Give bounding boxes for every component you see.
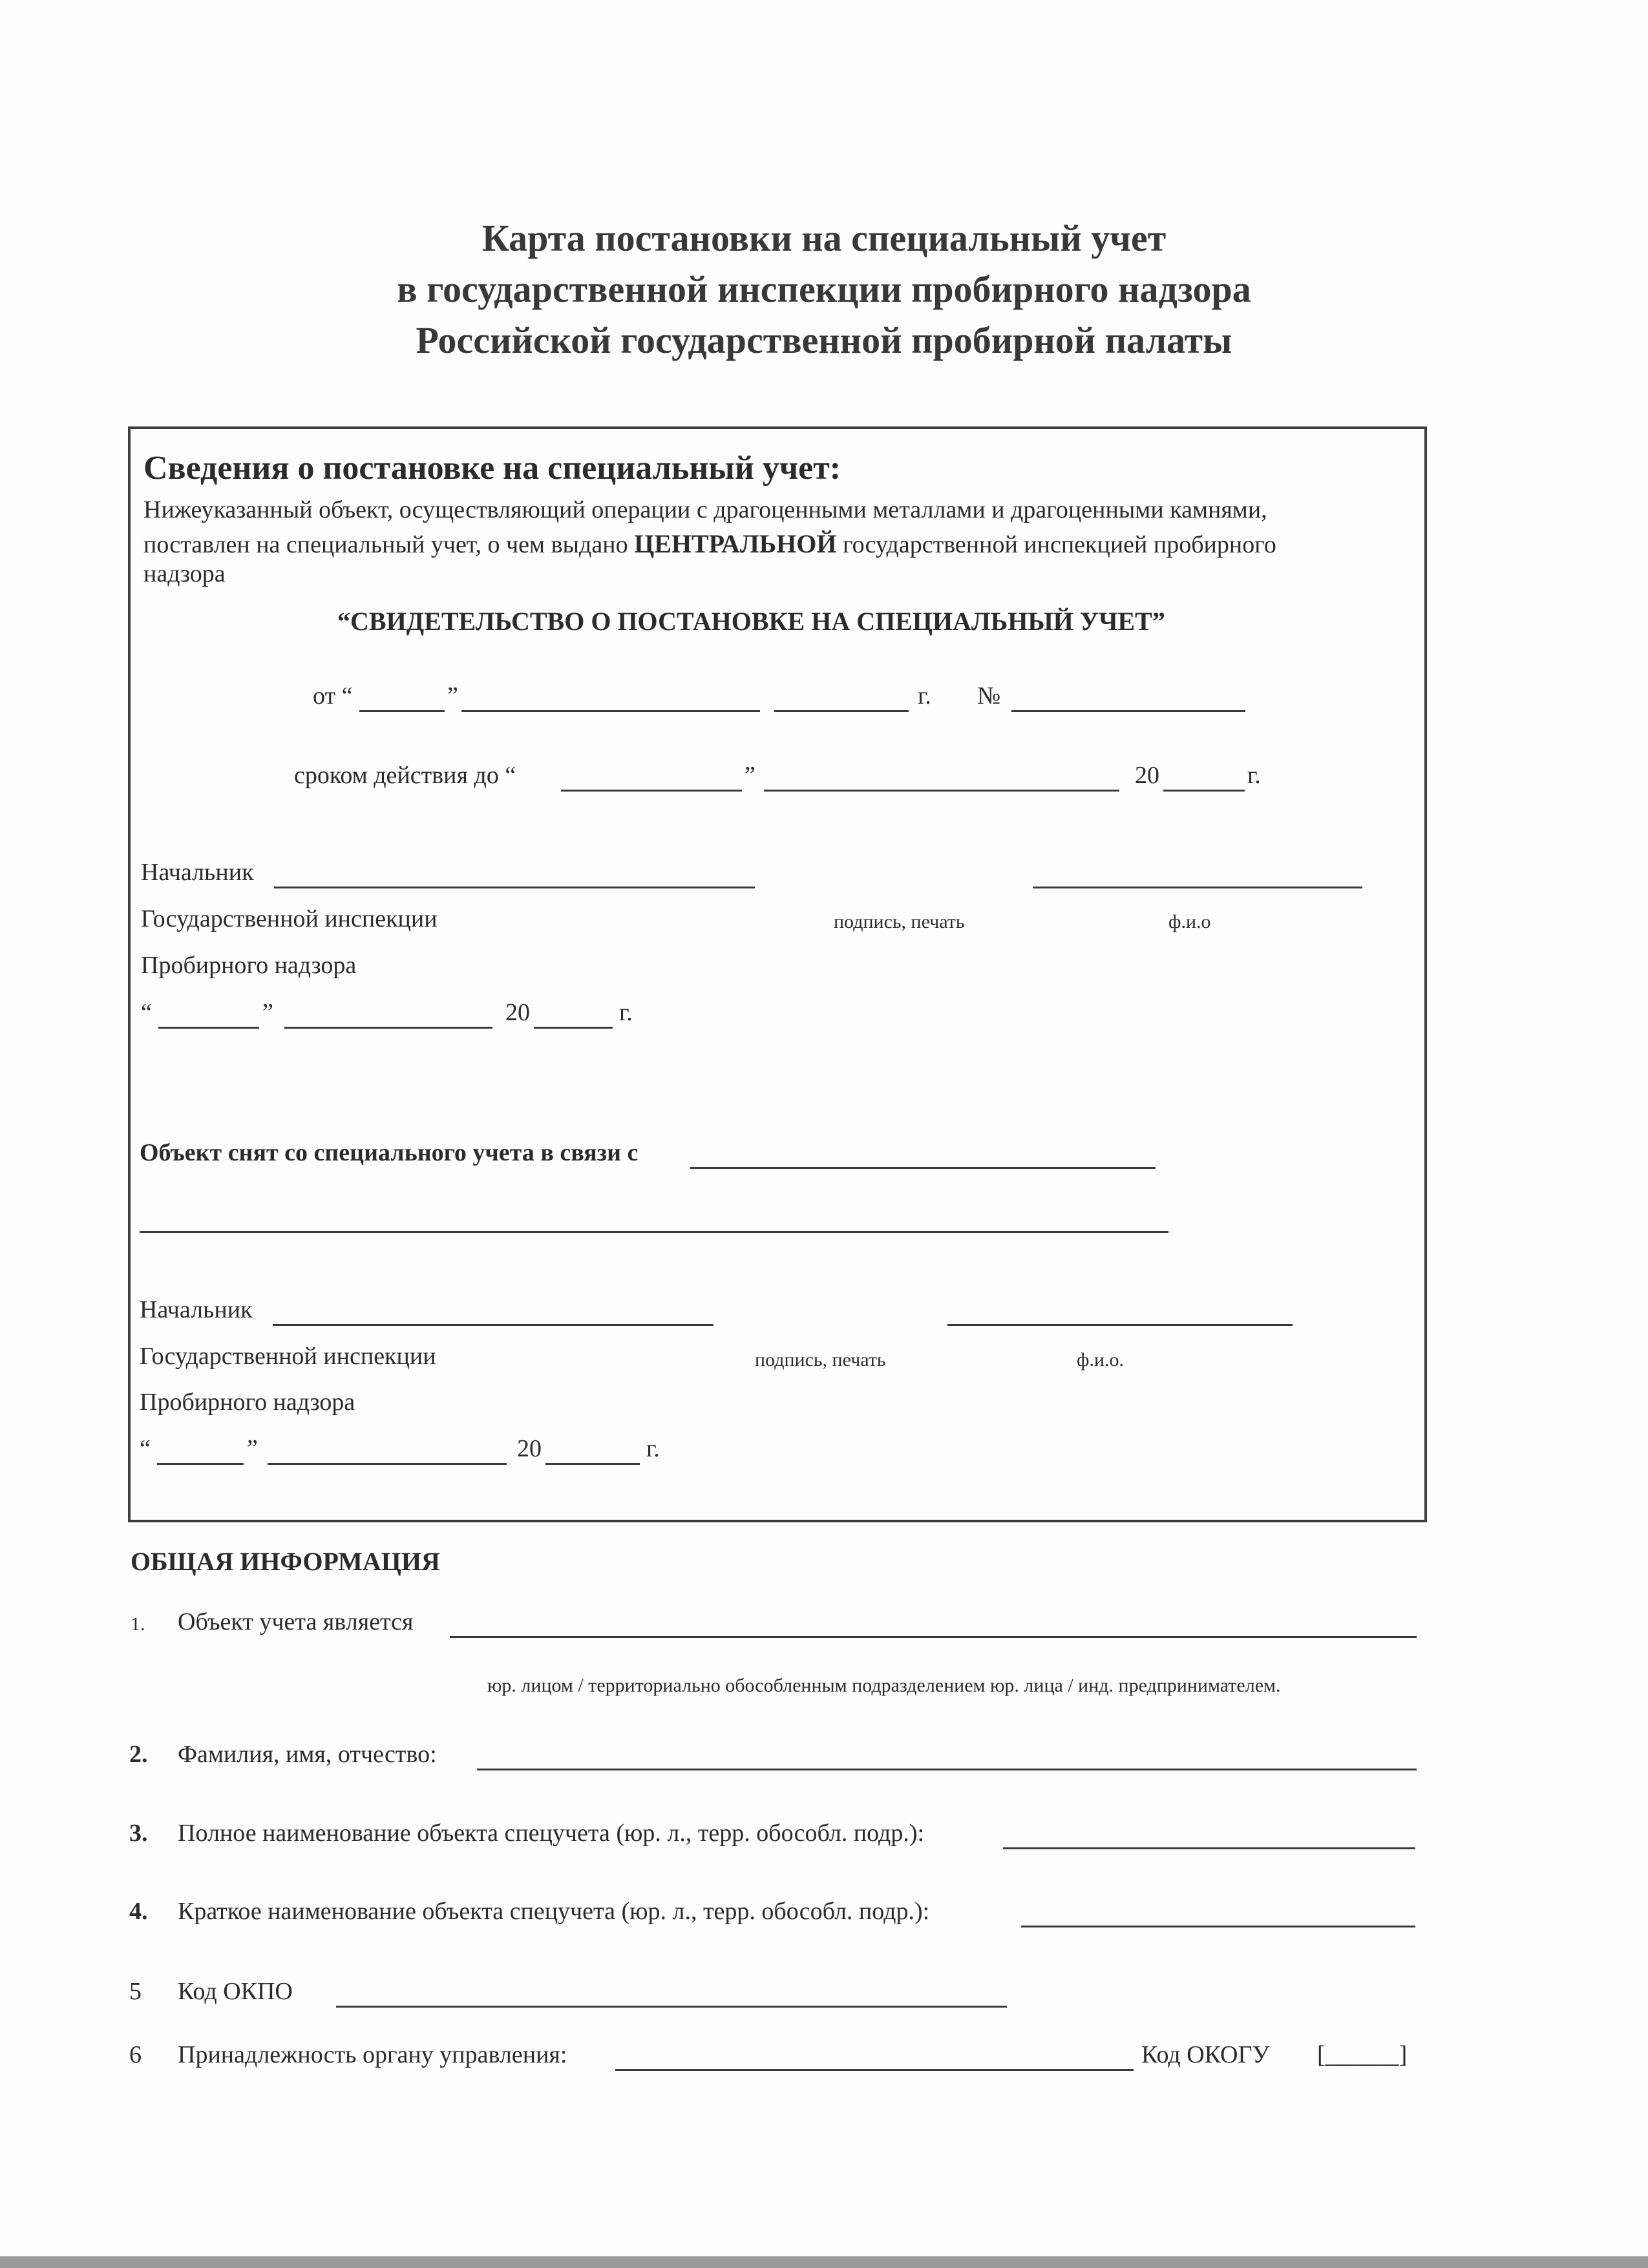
registration-text-part-a: поставлен на специальный учет, о чем выдано <box>143 531 628 558</box>
from-day-field[interactable] <box>359 710 445 712</box>
number-label: № <box>977 682 1001 709</box>
registration-text-line-3: надзора <box>143 560 226 587</box>
removal-date-day-field[interactable] <box>157 1463 244 1465</box>
item-3-label: Полное наименование объекта спецучета (юр. л., терр. обособл. подр.): <box>178 1820 925 1847</box>
chief-name-field[interactable] <box>1033 887 1362 888</box>
removal-date-month-field[interactable] <box>268 1463 507 1465</box>
date-close-quote: ” <box>262 999 273 1026</box>
date-month-field[interactable] <box>284 1027 492 1029</box>
item-3-number: 3. <box>129 1820 148 1847</box>
item-2-field[interactable] <box>477 1769 1417 1770</box>
valid-year-field[interactable] <box>1163 790 1245 792</box>
item-4-field[interactable] <box>1021 1926 1415 1927</box>
item-3-field[interactable] <box>1003 1847 1415 1849</box>
okogu-field[interactable]: [______] <box>1317 2041 1408 2068</box>
removal-fio-caption: ф.и.о. <box>1077 1349 1124 1370</box>
removal-chief-signature-field[interactable] <box>273 1324 713 1326</box>
removal-date-close-quote: ” <box>247 1435 258 1462</box>
central-inspection-label: ЦЕНТРАЛЬНОЙ <box>634 529 837 558</box>
from-label: от “ <box>313 682 353 709</box>
title-line-2: в государственной инспекции пробирного надзора <box>397 268 1251 310</box>
from-quote-close: ” <box>447 682 458 709</box>
title-line-3: Российской государственной пробирной палаты <box>416 319 1232 361</box>
valid-year-suffix: г. <box>1247 762 1261 789</box>
item-4-number: 4. <box>129 1898 148 1925</box>
certificate-title: “СВИДЕТЕЛЬСТВО О ПОСТАНОВКЕ НА СПЕЦИАЛЬНЫЙ УЧЕТ” <box>337 607 1165 636</box>
from-year-suffix: г. <box>918 682 931 709</box>
removal-reason-field[interactable] <box>690 1167 1156 1169</box>
item-2-label: Фамилия, имя, отчество: <box>178 1741 437 1768</box>
inspection-label: Государственной инспекции <box>141 905 438 932</box>
okogu-label: Код ОКОГУ <box>1141 2041 1270 2068</box>
item-1-label: Объект учета является <box>178 1608 414 1635</box>
fio-caption: ф.и.о <box>1168 911 1211 932</box>
certificate-number-field[interactable] <box>1011 710 1245 712</box>
from-year-field[interactable] <box>774 710 909 712</box>
removal-inspection-label: Государственной инспекции <box>140 1343 436 1370</box>
registration-text-line-1: Нижеуказанный объект, осуществляющий операции с драгоценными металлами и драгоценными камнями, <box>143 496 1267 523</box>
removal-signature-caption: подпись, печать <box>755 1349 886 1370</box>
item-6-label: Принадлежность органу управления: <box>178 2041 567 2068</box>
assay-label: Пробирного надзора <box>141 952 357 979</box>
item-6-number: 6 <box>129 2041 142 2068</box>
removal-date-open-quote: “ <box>140 1435 151 1462</box>
date-day-field[interactable] <box>158 1027 259 1029</box>
item-5-label: Код ОКПО <box>178 1978 293 2005</box>
chief-signature-field[interactable] <box>274 887 755 888</box>
removal-date-year-prefix: 20 <box>517 1435 542 1462</box>
date-year-field[interactable] <box>534 1027 613 1029</box>
valid-quote-close: ” <box>745 762 755 789</box>
item-5-number: 5 <box>129 1978 142 2005</box>
item-1-hint: юр. лицом / территориально обособленным подразделением юр. лица / инд. предпринимателем. <box>487 1675 1281 1696</box>
item-1-number: 1. <box>131 1613 145 1635</box>
signature-caption: подпись, печать <box>834 911 965 932</box>
item-4-label: Краткое наименование объекта спецучета (юр. л., терр. обособл. подр.): <box>178 1898 930 1925</box>
from-month-field[interactable] <box>461 710 760 712</box>
removal-date-year-field[interactable] <box>545 1463 640 1465</box>
item-1-field[interactable] <box>450 1636 1417 1638</box>
registration-heading: Сведения о постановке на специальный учет: <box>143 450 841 487</box>
valid-label: сроком действия до “ <box>294 762 516 789</box>
valid-month-field[interactable] <box>764 790 1119 792</box>
chief-label: Начальник <box>141 859 254 886</box>
valid-day-field[interactable] <box>561 790 742 792</box>
okpo-field[interactable] <box>336 2006 1007 2008</box>
removal-reason-field-2[interactable] <box>140 1231 1168 1233</box>
removal-assay-label: Пробирного надзора <box>140 1389 355 1416</box>
date-open-quote: “ <box>141 999 152 1026</box>
removal-chief-label: Начальник <box>140 1296 253 1323</box>
removal-date-year-suffix: г. <box>646 1435 660 1462</box>
general-heading: ОБЩАЯ ИНФОРМАЦИЯ <box>131 1547 440 1576</box>
registration-text-line-2 <box>143 529 1276 559</box>
management-body-field[interactable] <box>615 2069 1134 2071</box>
date-year-suffix: г. <box>619 999 633 1026</box>
date-year-prefix: 20 <box>505 999 530 1026</box>
title-line-1: Карта постановки на специальный учет <box>481 217 1167 259</box>
scan-edge <box>0 2256 1648 2268</box>
removal-label: Объект снят со специального учета в связи с <box>140 1139 639 1166</box>
valid-year-prefix: 20 <box>1135 762 1159 789</box>
removal-chief-name-field[interactable] <box>947 1324 1293 1326</box>
registration-text-part-b: государственной инспекцией пробирного <box>842 531 1276 558</box>
item-2-number: 2. <box>129 1741 148 1768</box>
